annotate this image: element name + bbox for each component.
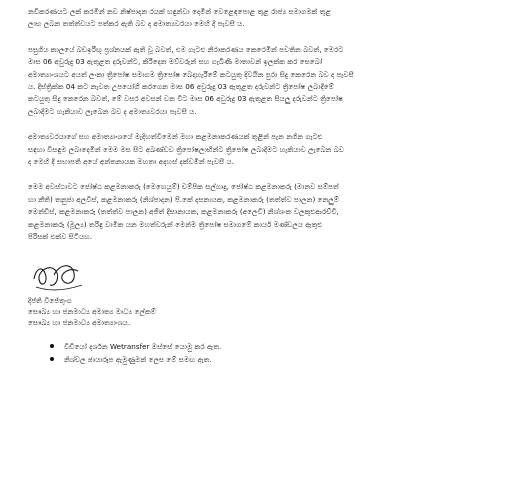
- note-text: වීඩියෝ දර්ශන Wetransfer ඔස්සේ යොමු කර ඇත.: [64, 341, 222, 351]
- list-item: [64, 340, 496, 353]
- paragraph: [28, 6, 496, 31]
- paragraph-line: ලබාදීමට හැකියාව ලැබෙන බව ද අමාත්‍යවරයා පැවසී ය.: [28, 106, 197, 116]
- bullet-icon: [50, 357, 54, 361]
- paragraph-line: හා නීති) තනුජා අලවිස්, කළමනාකරු (නිශ්පාදන) පී.කේ දසනායක, කළමනාකරු (තත්ත්ව පාලන) නෙලුම්: [28, 194, 339, 204]
- paragraph-line: කළමනාකරු (මූල්‍ය) තරිඳු වාමික යන මහත්වරුන් මෙන්ම ත්‍රිපෝෂ සමාගමේ කාර්ය මණ්ඩලය ඇතුළු: [28, 219, 323, 229]
- paragraph-line: මෙම අවස්ථාවට ජෝෂ්ඨ කළමනාකරු (මෙහෙයුම්) චම්පික සල්ගාදු, ජෝෂ්ඨ කළමනාකරු (මානව සම්පත්: [28, 182, 339, 192]
- signer-name: දීප්ති විජේතුංග: [28, 295, 72, 305]
- paragraph: [28, 181, 496, 243]
- paragraph-line: නවීකරණයට ලක් කරමින් නව නිෂ්පාදන රයක් හඳුන්වා දෙමින් වෙළෙඳපොළ තුළ රාජ්‍ය සමාගමක් තුළ: [28, 7, 331, 16]
- paragraph: [28, 131, 496, 168]
- paragraph-line: සඳහා විසඳුම ලබාදෙමින් මෙම මස සිට අඛණ්ඩව ත්‍රිපෝෂලාභීන්ට ත්‍රිපෝෂ ලබාදීමට හැකියාව ලැබෙන බව: [28, 144, 345, 154]
- paragraph-line: ය. දිස්ත්‍රික්ක 04 කට නැවත උපයෝගී කරගෙන මාස 06 අවුරුදු 03 ඇතුළත දරුවන්ට ත්‍රිපෝෂ ලබාදීමේ: [28, 82, 334, 92]
- paragraph-line: ලාභ ලබන තත්ත්වයට පත්කර ඇති බව ද අමාත්‍යවරයා මෙහි දී පැවසී ය.: [28, 19, 245, 29]
- paragraph-line: පිරිසක් එක්ව සිටියහ.: [28, 232, 93, 242]
- paragraph-line: පසුගිය කාලයේ බඩඉරිඟු ප්‍රශ්නයක් ඇති වූ බවත්, එම ගැටළු නිරාකරණය කෙරෙමින් පවතින බවත්, මෙරට: [28, 44, 344, 54]
- list-item: [64, 353, 496, 366]
- paragraph-line: කටයුතු සිදු කෙරෙන බවත්, මේ වසර අවසන් වන විට මාස 06 අවුරුදු 03 ඇතුළත සියලු දරුවන්ට ත්‍රිපෝෂ: [28, 94, 344, 104]
- paragraph-line: අමාත්‍යවරයාගේ සහ අමාත්‍යාංශයේ මැදිහත්වීමෙන් මහා කළමනාකරණයක් තුළින් පැන නගින ගැටළු: [28, 132, 323, 142]
- paragraph-line: ද මෙහි දී සභාපති අයේ අන්තනායක මහතා අදහස් දක්වමින් පැවසී ය.: [28, 157, 234, 167]
- paragraph-line: අමාත්‍යාංශයට අයත් ලංකා ත්‍රිපෝෂ සමාගම ත්‍රිපෝෂ බෙදාහැරීමේ කටයුතු දිවයින පුරා සිදු කෙරෙන බව ද පැවසී: [28, 69, 354, 79]
- paragraph-line: මෙන්ඩිස්, කළමනාකරු (තත්ත්ව පාලන) අජිත් දිසානායක, කළමනාකරු (අලෙවි) නිශ්ශංක වලකුළුආරච්චි,: [28, 207, 339, 217]
- note-text: නිශ්චල ඡායාරූප ඇමුණුමක් ලෙස මේ සමඟ ඇත.: [64, 354, 212, 364]
- handwritten-signature-image: [30, 257, 90, 295]
- paragraph: [28, 44, 496, 118]
- signer-office: සෞඛ්‍ය හා ජනමාධ්‍ය අමාත්‍යාංශය.: [28, 317, 131, 327]
- bullet-icon: [50, 344, 54, 348]
- signer-title: සෞඛ්‍ය හා ජනමාධ්‍ය අමාත්‍ය මාධ්‍ය ලේකම්: [28, 306, 156, 316]
- notes-list: [28, 340, 496, 366]
- body-text: [28, 6, 496, 244]
- signature: [28, 257, 496, 295]
- signer-block: [28, 295, 496, 328]
- paragraph-line: මාස 06 අවුරුදු 03 ඇතුළත දරුවන්ට, කිරිදෙන මව්වරුන් සහ ගැබිණි මාතාවන් ඉලක්ක කර සෙබෝ: [28, 57, 323, 67]
